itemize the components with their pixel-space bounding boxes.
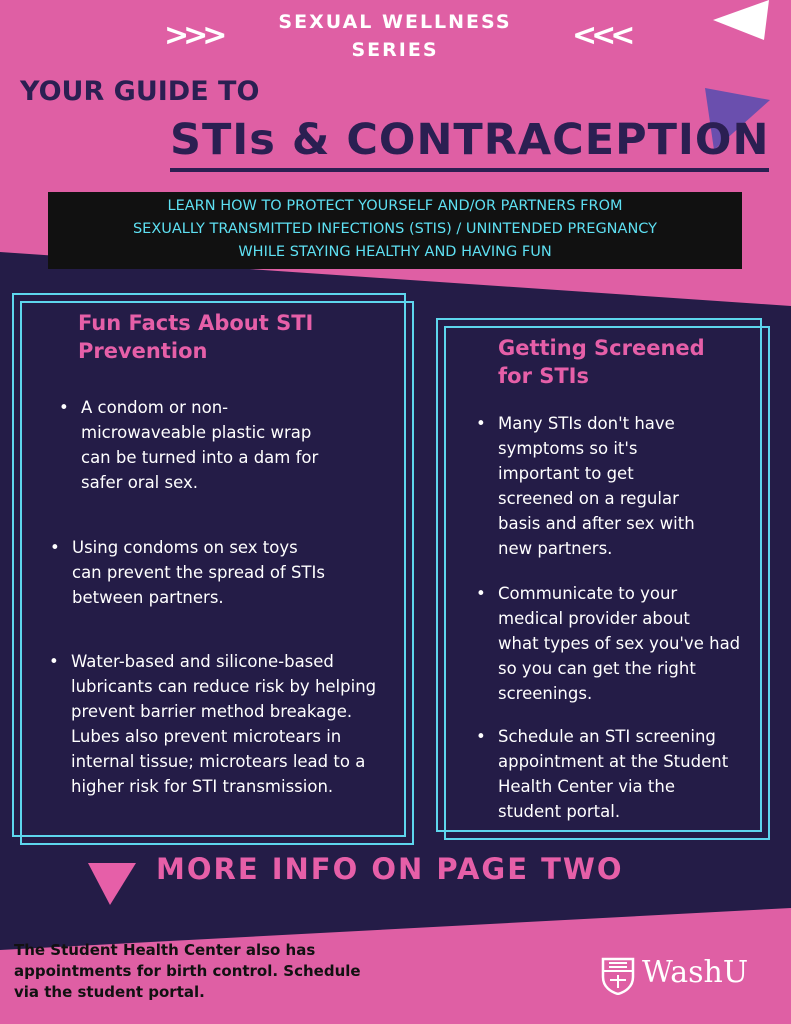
list-item-line: safer oral sex. [81,473,198,492]
washu-shield-icon [601,957,635,995]
list-item [498,581,740,706]
banner-line-2: SEXUALLY TRANSMITTED INFECTIONS (STIS) / UNINTENDED PREGNANCY [132,221,658,237]
list-item [71,649,376,799]
screening-title [498,334,705,390]
list-item-line: microwaveable plastic wrap [81,423,312,442]
note-line-2: appointments for birth control. Schedule [14,962,361,980]
screening-title-line-2: for STIs [498,364,589,388]
series-line-1: SEXUAL WELLNESS [278,11,512,33]
list-item-line: new partners. [498,539,613,558]
list-item-line: • Many STIs don't have [498,414,675,433]
screening-list [498,411,695,561]
white-triangle-decoration [713,0,769,40]
fun-facts-list [81,395,318,495]
guide-kicker: YOUR GUIDE TO [20,76,260,107]
birth-control-note [14,940,404,1003]
washu-logo-text: WashU [642,955,749,990]
fun-facts-title-line-2: Prevention [78,339,208,363]
list-item-line: • Schedule an STI screening [498,727,716,746]
fun-facts-box [12,293,412,849]
banner-line-3: WHILE STAYING HEALTHY AND HAVING FUN [238,244,552,260]
list-item-line: • Using condoms on sex toys [72,538,298,557]
list-item-line: internal tissue; microtears lead to a [71,752,366,771]
list-item-line: so you can get the right [498,659,696,678]
list-item-line: can prevent the spread of STIs [72,563,325,582]
list-item-line: screenings. [498,684,593,703]
screening-list [498,581,740,706]
list-item [81,395,318,495]
screening-list [498,724,728,824]
screening-box [436,318,776,848]
list-item-line: • Water-based and silicone-based [71,652,334,671]
list-item-line: important to get [498,464,634,483]
list-item-line: symptoms so it's [498,439,638,458]
list-item-line: Health Center via the [498,777,675,796]
note-line-1: The Student Health Center also has [14,941,316,959]
intro-banner [48,192,742,269]
left-chevrons-icon: <<< [572,18,630,53]
note-line-3: via the student portal. [14,983,205,1001]
series-heading [230,8,560,64]
list-item [498,724,728,824]
list-item-line: prevent barrier method breakage. [71,702,353,721]
list-item-line: can be turned into a dam for [81,448,319,467]
more-info-heading: MORE INFO ON PAGE TWO [156,852,624,886]
list-item-line: higher risk for STI transmission. [71,777,334,796]
list-item-line: • Communicate to your [498,584,678,603]
fun-facts-list [72,535,325,610]
list-item-line: lubricants can reduce risk by helping [71,677,377,696]
list-item [72,535,325,610]
list-item-line: student portal. [498,802,621,821]
list-item [498,411,695,561]
banner-line-1: LEARN HOW TO PROTECT YOURSELF AND/OR PARTNERS FROM [167,198,623,214]
list-item-line: screened on a regular [498,489,679,508]
fun-facts-title [78,309,313,365]
screening-title-line-1: Getting Screened [498,336,705,360]
list-item-line: Lubes also prevent microtears in [71,727,342,746]
fun-facts-list [71,649,376,799]
fun-facts-title-line-1: Fun Facts About STI [78,311,314,335]
list-item-line: medical provider about [498,609,690,628]
list-item-line: basis and after sex with [498,514,695,533]
right-chevrons-icon: >>> [164,18,222,53]
list-item-line: • A condom or non- [81,398,229,417]
series-line-2: SERIES [351,39,439,61]
list-item-line: appointment at the Student [498,752,729,771]
list-item-line: between partners. [72,588,224,607]
page-title: STIs & CONTRACEPTION [170,112,769,172]
list-item-line: what types of sex you've had [498,634,741,653]
